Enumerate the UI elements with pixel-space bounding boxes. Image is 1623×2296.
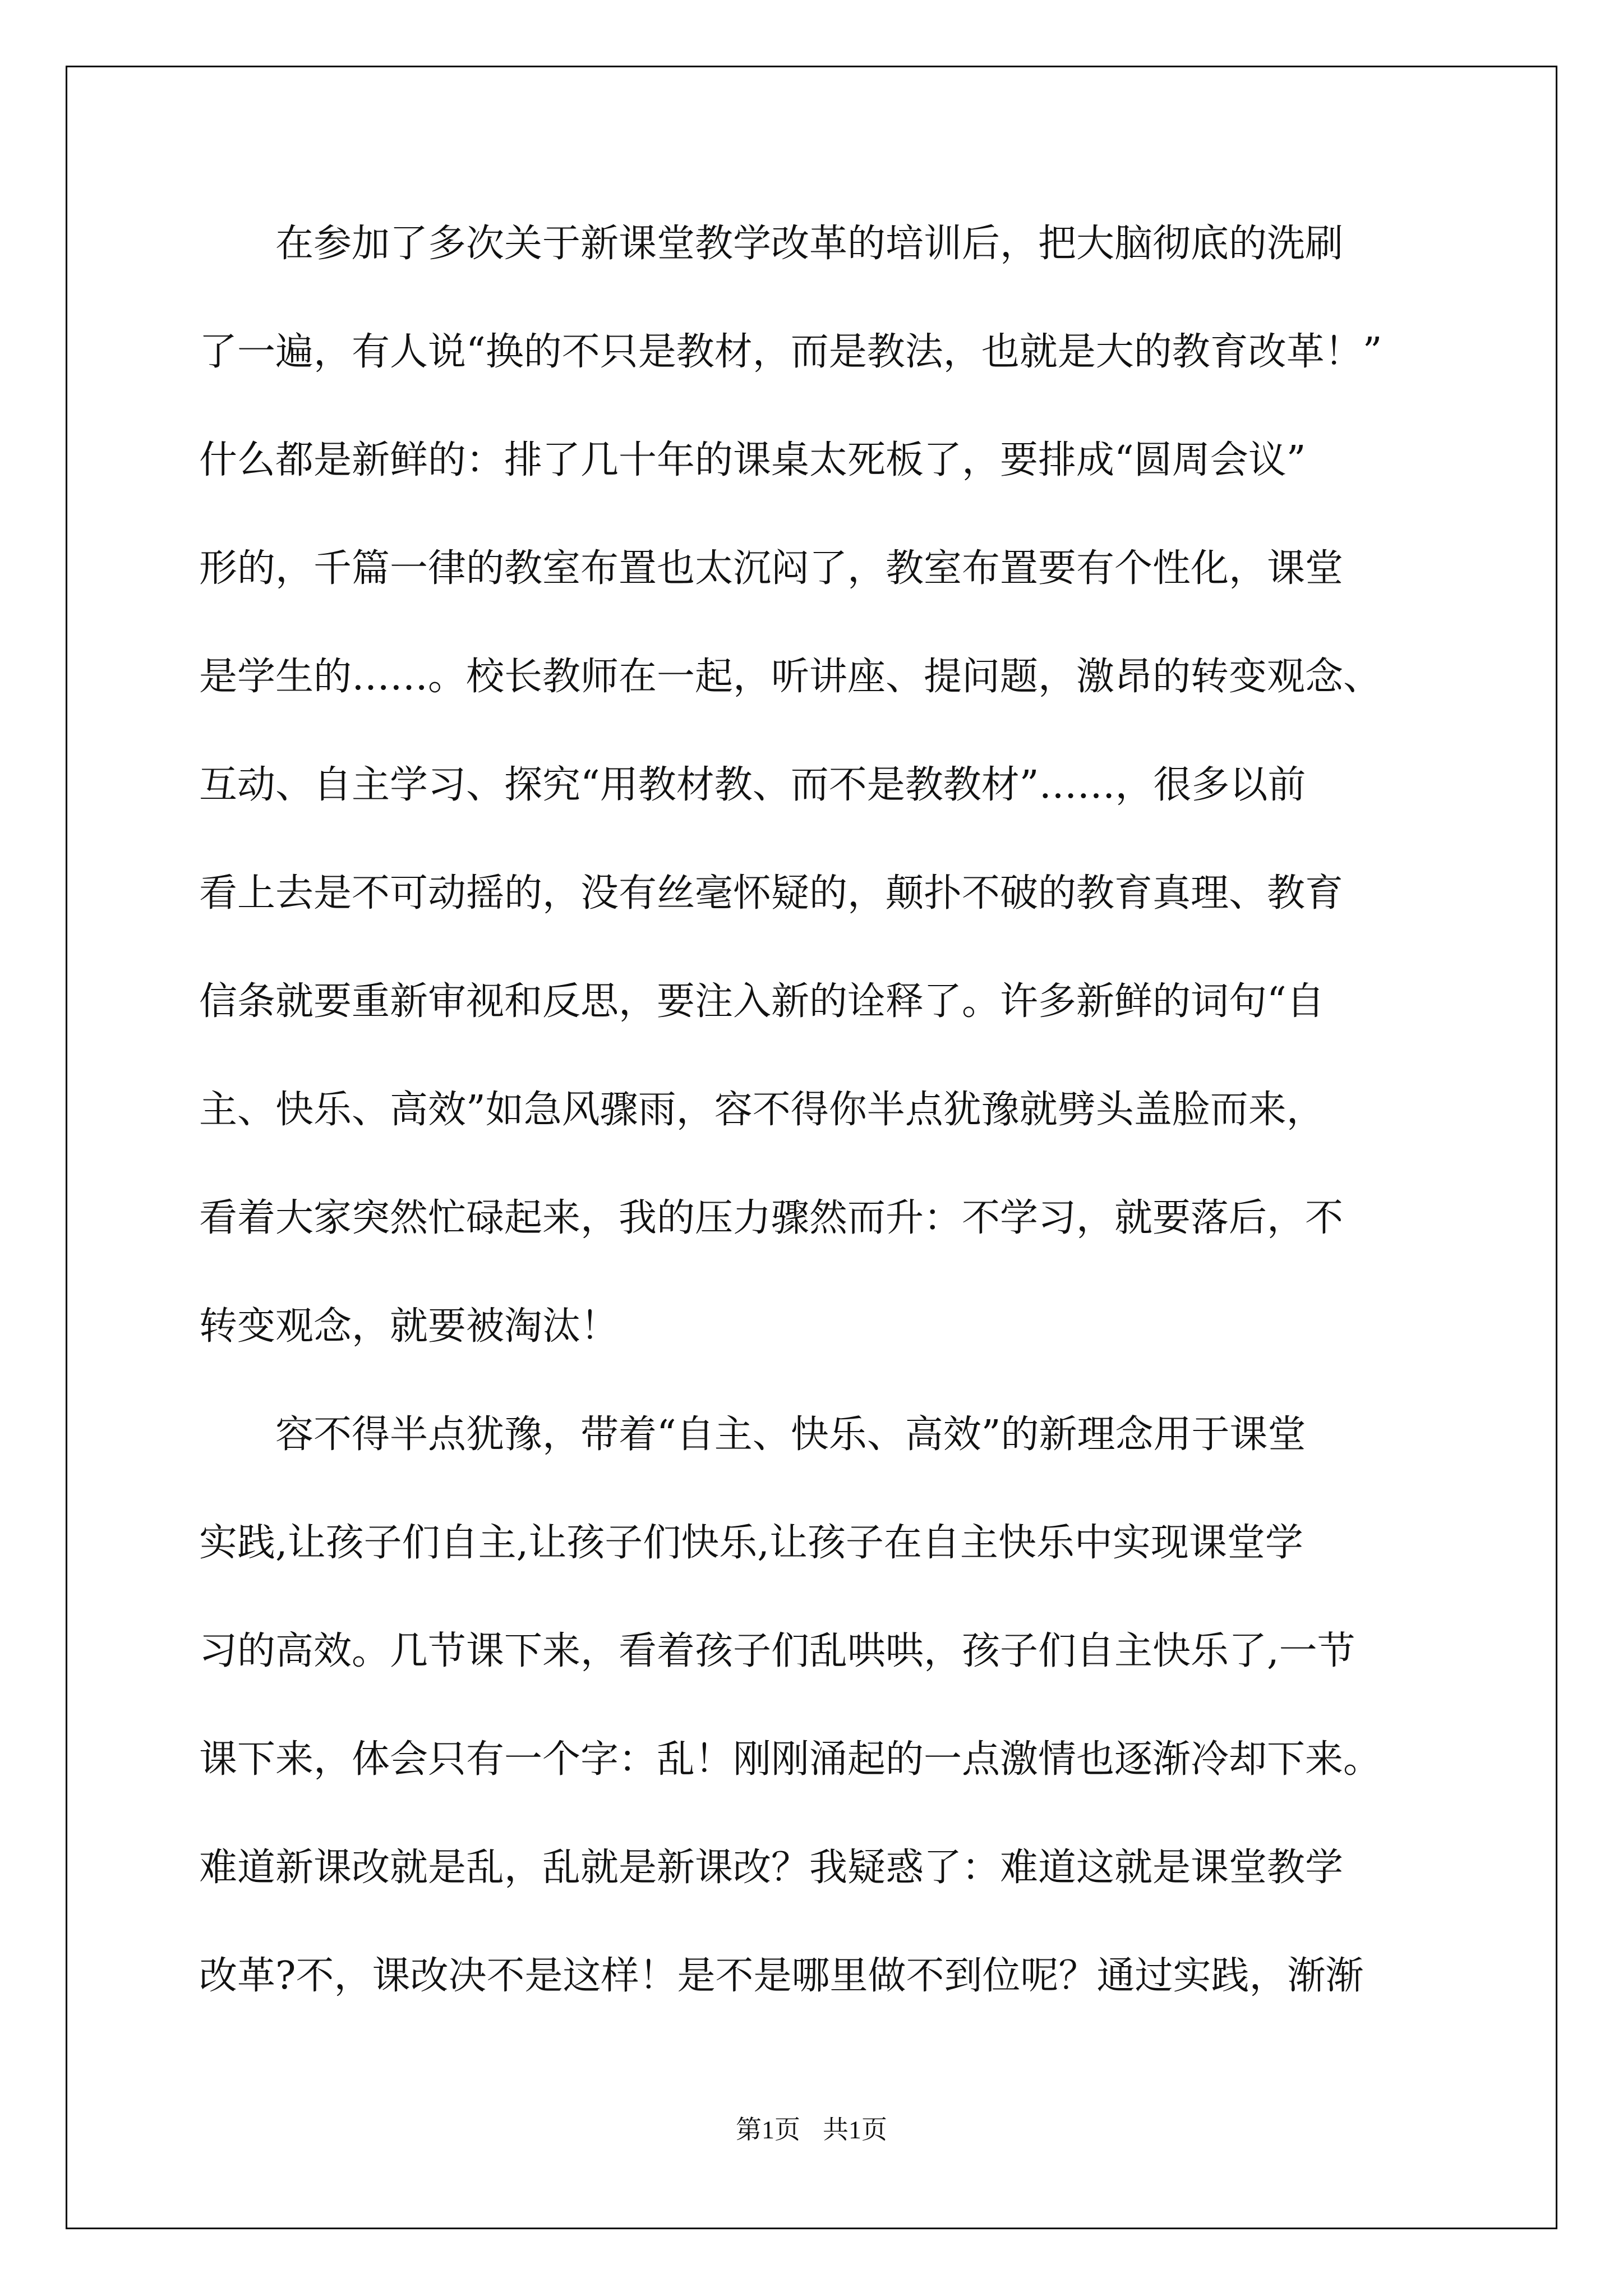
text-line: 难道新课改就是乱，乱就是新课改？我疑惑了：难道这就是课堂教学 (199, 1846, 1344, 1890)
text-line: 主、快乐、高效”如急风骤雨，容不得你半点犹豫就劈头盖脸而来， (199, 1088, 1325, 1132)
text-line: 容不得半点犹豫，带着“自主、快乐、高效”的新理念用于课堂 (199, 1412, 1306, 1457)
text-line: 习的高效。几节课下来，看着孩子们乱哄哄，孩子们自主快乐了,一节 (199, 1629, 1355, 1673)
page-footer (0, 2114, 1623, 2146)
text-line: 信条就要重新审视和反思，要注入新的诠释了。许多新鲜的词句“自 (199, 979, 1325, 1024)
page-number: 第1页 (736, 2115, 800, 2144)
text-line: 了一遍，有人说“换的不只是教材，而是教法，也就是大的教育改革！” (199, 330, 1382, 374)
text-line: 互动、自主学习、探究“用教材教、而不是教教材”……，很多以前 (199, 763, 1306, 807)
text-line: 实践,让孩子们自主,让孩子们快乐,让孩子在自主快乐中实现课堂学 (199, 1521, 1303, 1565)
page-total: 共1页 (823, 2115, 887, 2144)
text-line: 是学生的……。校长教师在一起，听讲座、提问题，激昂的转变观念、 (199, 655, 1382, 699)
text-line: 课下来，体会只有一个字：乱！刚刚涌起的一点激情也逐渐冷却下来。 (199, 1737, 1382, 1782)
text-line: 什么都是新鲜的：排了几十年的课桌太死板了，要排成“圆周会议” (199, 438, 1306, 482)
text-line: 在参加了多次关于新课堂教学改革的培训后，把大脑彻底的洗刷 (199, 222, 1344, 266)
page-border (66, 66, 1557, 2229)
text-line: 转变观念，就要被淘汰！ (199, 1304, 619, 1349)
text-line: 看着大家突然忙碌起来，我的压力骤然而升：不学习，就要落后，不 (199, 1196, 1344, 1240)
text-line: 改革?不，课改决不是这样！是不是哪里做不到位呢？通过实践，渐渐 (199, 1954, 1364, 1998)
text-line: 形的，千篇一律的教室布置也太沉闷了，教室布置要有个性化，课堂 (199, 546, 1344, 591)
text-line: 看上去是不可动摇的，没有丝毫怀疑的，颠扑不破的教育真理、教育 (199, 871, 1344, 915)
